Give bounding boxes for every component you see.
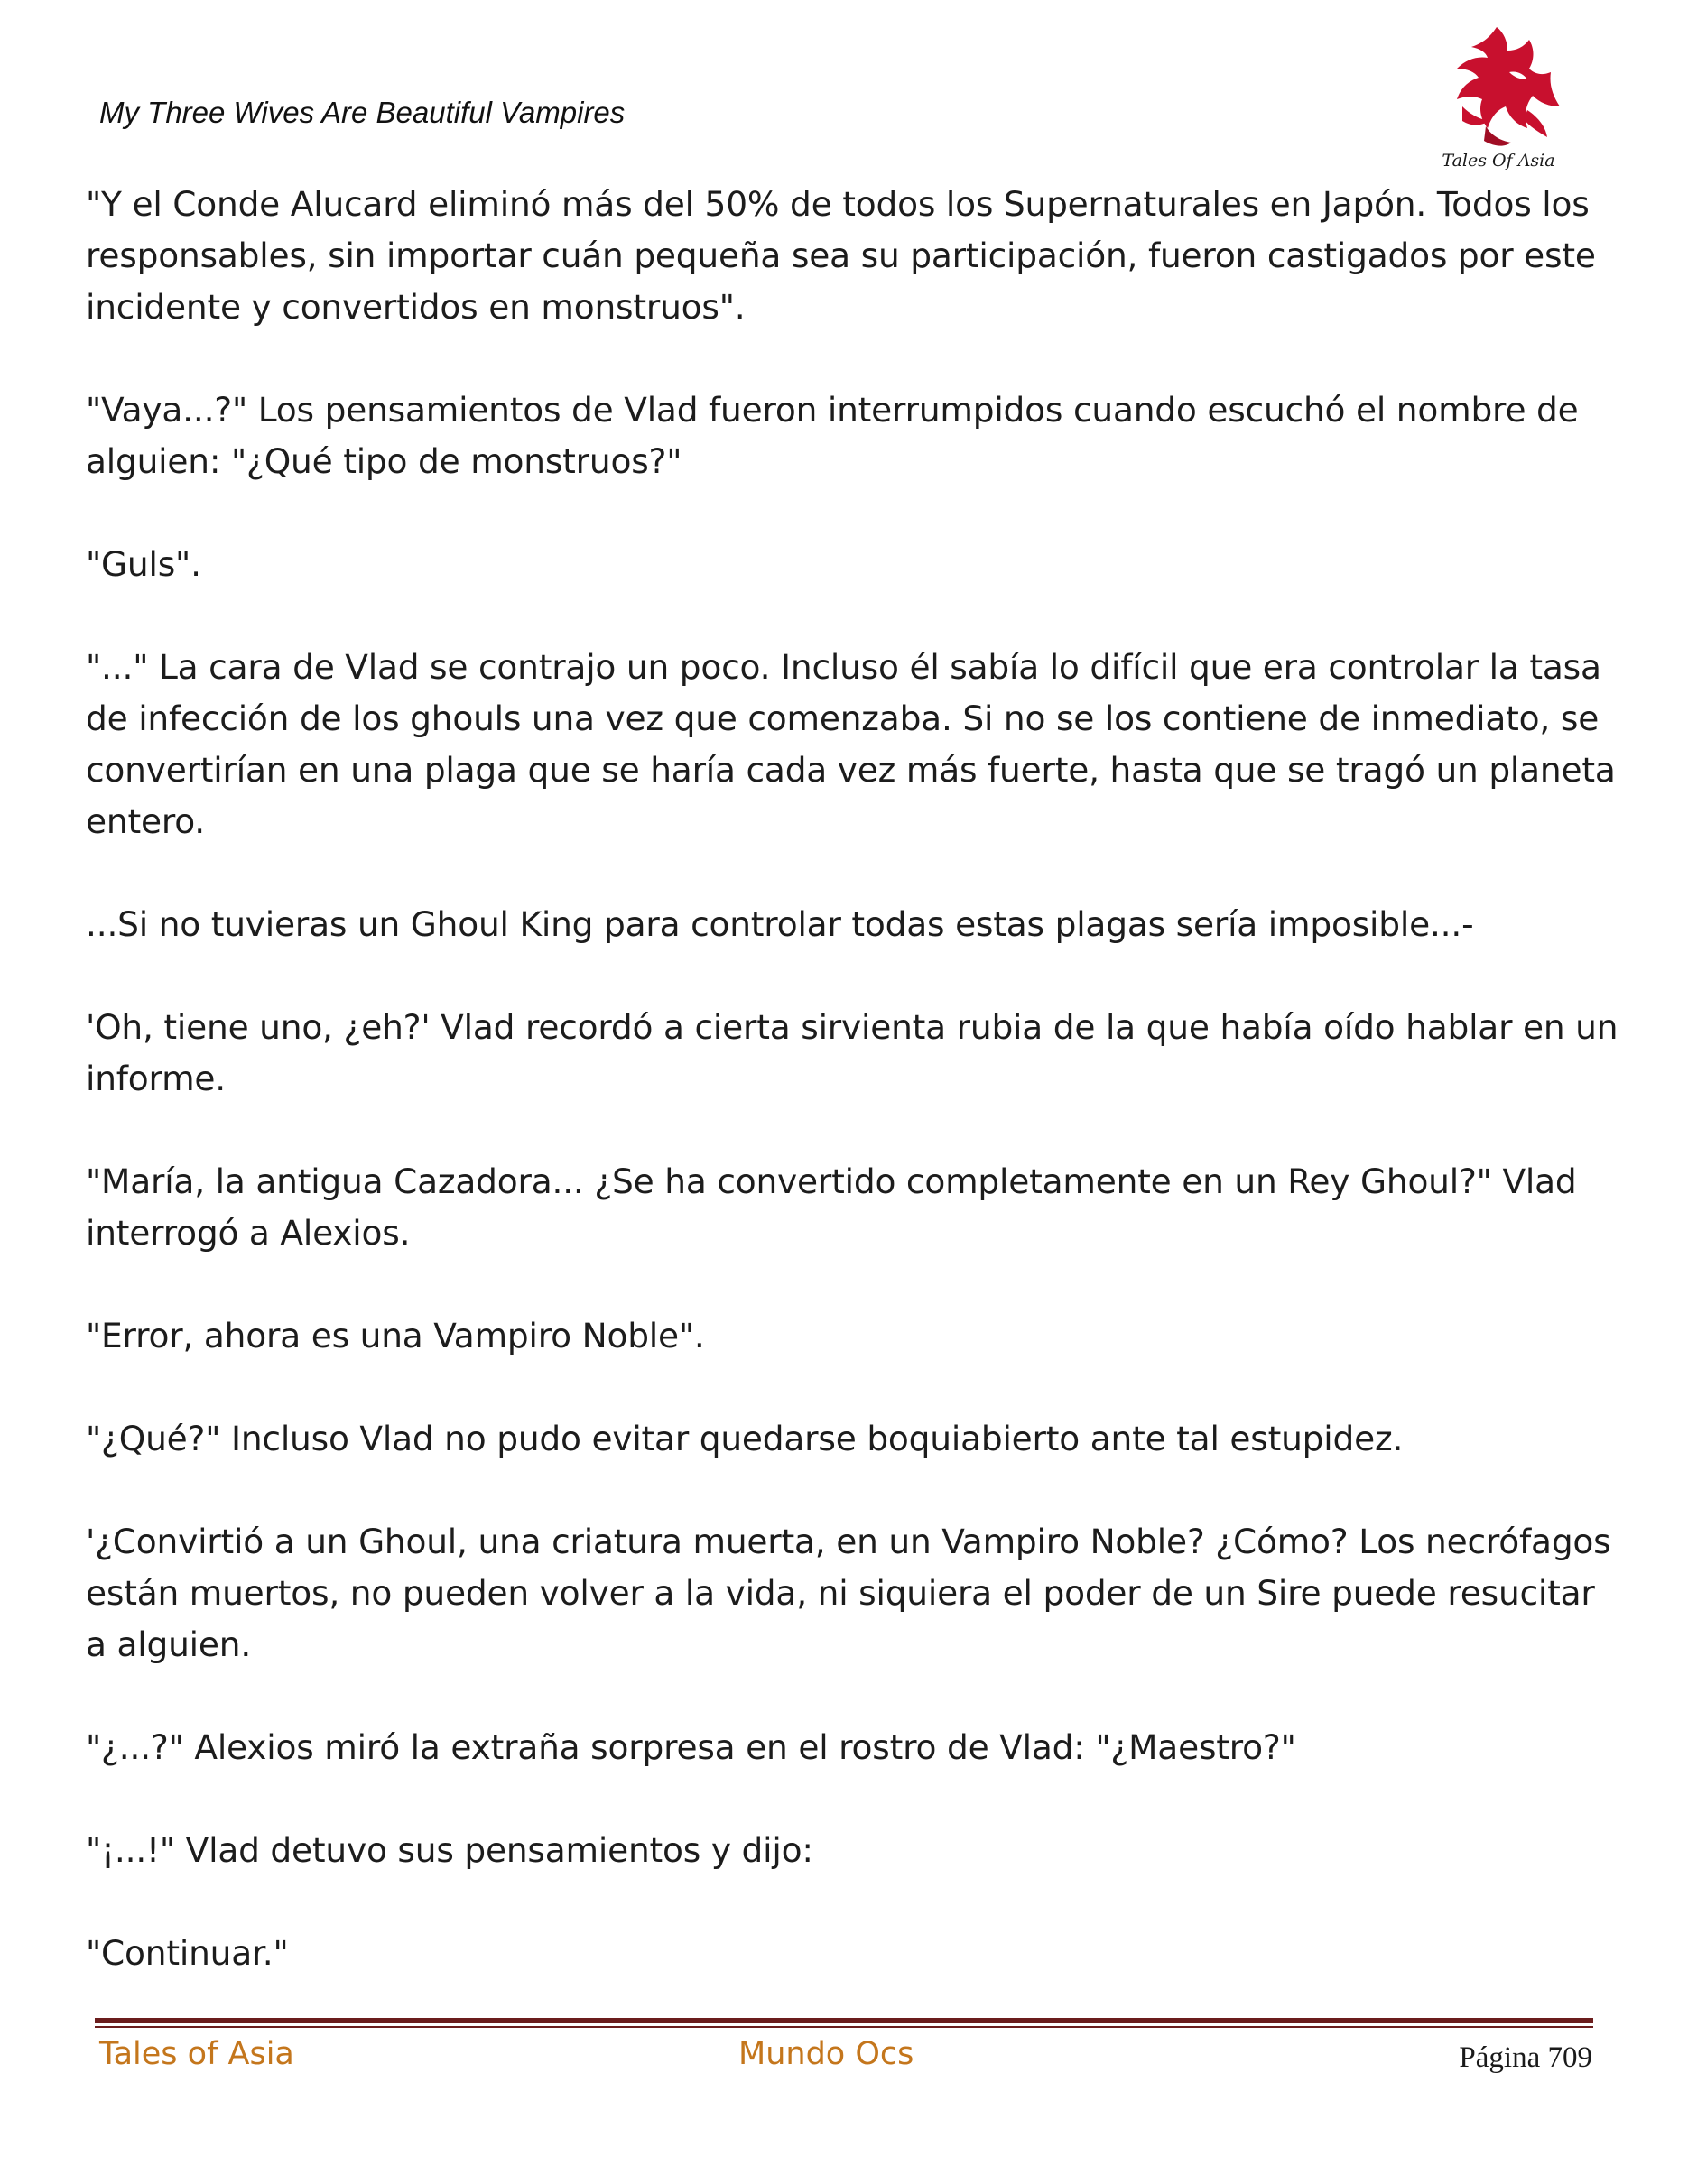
- paragraph: "Y el Conde Alucard eliminó más del 50% de todos los Supernaturales en Japón. Todos los responsables, sin importar cuán pequeña sea su participación, fueron castigados por este incidente y convertidos en monstruos".: [86, 184, 1596, 327]
- paragraph: "Continuar.": [86, 1933, 289, 1973]
- footer-site-name: Tales of Asia: [99, 2036, 294, 2072]
- paragraph: "..." La cara de Vlad se contrajo un poco. Incluso él sabía lo difícil que era controlar la tasa de infección de los ghouls una vez que comenzaba. Si no se los contiene de inmediato, se convertirían en una plaga que se haría cada vez más fuerte, hasta que se tragó un planeta entero.: [86, 647, 1616, 841]
- paragraph: "Guls".: [86, 544, 201, 584]
- footer-source-name: Mundo Ocs: [738, 2036, 914, 2072]
- paragraph: "¿...?" Alexios miró la extraña sorpresa en el rostro de Vlad: "¿Maestro?": [86, 1727, 1296, 1767]
- footer-divider: [95, 2018, 1593, 2029]
- logo-text: Tales Of Asia: [1442, 151, 1555, 171]
- red-dragon-icon: [1426, 20, 1571, 178]
- paragraph: "Error, ahora es una Vampiro Noble".: [86, 1316, 705, 1356]
- paragraph: "María, la antigua Cazadora... ¿Se ha convertido completamente en un Rey Ghoul?" Vlad interrogó a Alexios.: [86, 1161, 1577, 1253]
- paragraph: '¿Convirtió a un Ghoul, una criatura muerta, en un Vampiro Noble? ¿Cómo? Los necrófagos están muertos, no pueden volver a la vida, ni siquiera el poder de un Sire puede resucitar a alguien.: [86, 1522, 1611, 1664]
- paragraph: ...Si no tuvieras un Ghoul King para controlar todas estas plagas sería imposible...-: [86, 904, 1474, 944]
- footer-divider-thin: [95, 2026, 1593, 2028]
- paragraph: 'Oh, tiene uno, ¿eh?' Vlad recordó a cierta sirvienta rubia de la que había oído hablar en un informe.: [86, 1007, 1618, 1098]
- book-title: My Three Wives Are Beautiful Vampires: [99, 96, 626, 129]
- paragraph: "¡...!" Vlad detuvo sus pensamientos y dijo:: [86, 1830, 813, 1870]
- paragraph: "¿Qué?" Incluso Vlad no pudo evitar quedarse boquiabierto ante tal estupidez.: [86, 1419, 1404, 1458]
- page-number: Página 709: [1459, 2041, 1592, 2074]
- footer-divider-thick: [95, 2018, 1593, 2023]
- tales-of-asia-logo: [1426, 20, 1571, 178]
- chapter-body: [86, 179, 1620, 2031]
- paragraph: "Vaya...?" Los pensamientos de Vlad fueron interrumpidos cuando escuchó el nombre de alguien: "¿Qué tipo de monstruos?": [86, 390, 1579, 481]
